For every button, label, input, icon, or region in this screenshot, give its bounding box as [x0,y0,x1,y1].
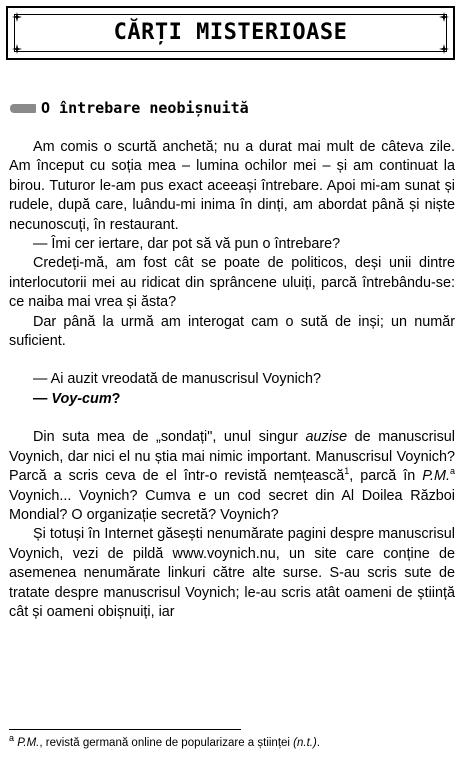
text-run: Voynich... Voynich? Cumva e un cod secret din Al Doilea Război Mondial? O organizație secretă? Voynich? [9,487,455,523]
paragraph: Credeți-mă, am fost cât se poate de politicos, deși unii dintre interlocutorii mei au ridicat din sprâncene uluiți, parcă întrebându-se: ce naiba mai vrea și ăsta? [9,255,455,311]
footnote-ref: 1 [344,466,350,477]
italic-word: Voy-cum [51,390,112,407]
page-title: CĂRȚI MISTERIOASE [113,20,348,45]
paragraph: Dar până la urmă am interogat cam o sută de inși; un număr suficient. [9,313,455,350]
dash: — [33,390,52,407]
footnote-text: . [316,737,321,749]
text-run: de manuscrisul Voynich, dar nici el nu știa mai nimic important. Manuscrisul Voynich? Parcă a scris ceva de el într-o revistă nemțească [9,429,455,485]
section-header [10,97,249,119]
paragraph: Am comis o scurtă anchetă; nu a durat mai mult de câteva zile. Am început cu soția mea – lumina ochilor mei – și am continuat la birou. Tuturor le-am pus exact aceeași întrebare. Apoi mi-am sunat și rudele, după care, luându-mi inima în dinți, am abordat până și niște necunoscuți, în restaurant. [9,139,455,233]
title-banner [6,6,455,60]
question-mark: ? [111,390,121,407]
paragraph: Și totuși în Internet găsești nenumărate pagini despre manuscrisul Voynich, vezi de pildă www.voynich.nu, un site care conține de asemenea nenumărate linkuri către alte surse. S-au scris sute de tratate despre manuscrisul Voynich; le-au scris atât oameni de știință cât și oameni obișnuiți, iar [9,526,455,620]
footnote-mark: a [9,733,15,744]
text-run: Din suta mea de „sondați", unul singur [33,429,306,446]
section-bullet-icon [10,104,36,113]
dialogue-line: — Ai auzit vreodată de manuscrisul Voynich? [33,371,321,388]
dialogue-line: — Îmi cer iertare, dar pot să vă pun o întrebare? [33,236,341,253]
footnote-divider [9,729,241,730]
dialogue-reply [9,390,455,409]
footnote [9,733,321,751]
footnote-text: , revistă germană online de popularizare a științei [39,737,294,749]
article-body [9,138,455,622]
footnote-ref: a [449,466,455,477]
italic-word: (n.t.) [293,737,317,749]
italic-word: P.M. [17,737,40,749]
italic-word: P.M. [422,468,450,485]
italic-word: auzise [305,429,348,446]
section-heading: O întrebare neobișnuită [41,99,249,117]
paragraph [9,428,455,525]
text-run: , parcă în [349,468,423,485]
